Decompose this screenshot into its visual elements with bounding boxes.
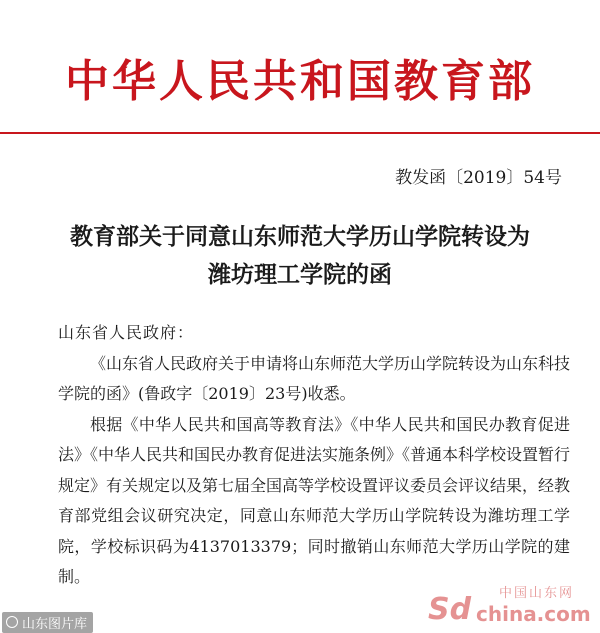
watermark-sd-logo: Sd	[428, 592, 472, 627]
shandong-picture-watermark	[2, 612, 93, 632]
watermark-en-text: china.com	[476, 602, 591, 626]
document-body	[58, 318, 570, 593]
camera-lens-icon	[6, 616, 18, 628]
paragraph-2: 根据《中华人民共和国高等教育法》《中华人民共和国民办教育促进法》《中华人民共和国民办教育促进法实施条例》《普通本科学校设置暂行规定》有关规定以及第七届全国高等学校设置评议委员会评议结果，经教育部党组会议研究决定，同意山东师范大学历山学院转设为潍坊理工学院，学校标识码为4137013379；同时撤销山东师范大学历山学院的建制。	[58, 414, 571, 586]
header-divider	[0, 132, 600, 134]
salutation: 山东省人民政府：	[58, 323, 195, 342]
ministry-header: 中华人民共和国教育部	[65, 56, 535, 107]
title-line-1: 教育部关于同意山东师范大学历山学院转设为	[70, 224, 530, 250]
watermark-cn-text: 中国山东网	[498, 586, 574, 601]
paragraph-1: 《山东省人民政府关于申请将山东师范大学历山学院转设为山东科技学院的函》(鲁政字〔2019〕23号)收悉。	[58, 353, 571, 403]
title-line-2: 潍坊理工学院的函	[208, 262, 392, 288]
sdchina-watermark	[428, 582, 591, 627]
document-title	[0, 218, 600, 294]
document-number: 教发函〔2019〕54号	[395, 168, 562, 188]
watermark-left-label: 山东图片库	[22, 616, 88, 632]
